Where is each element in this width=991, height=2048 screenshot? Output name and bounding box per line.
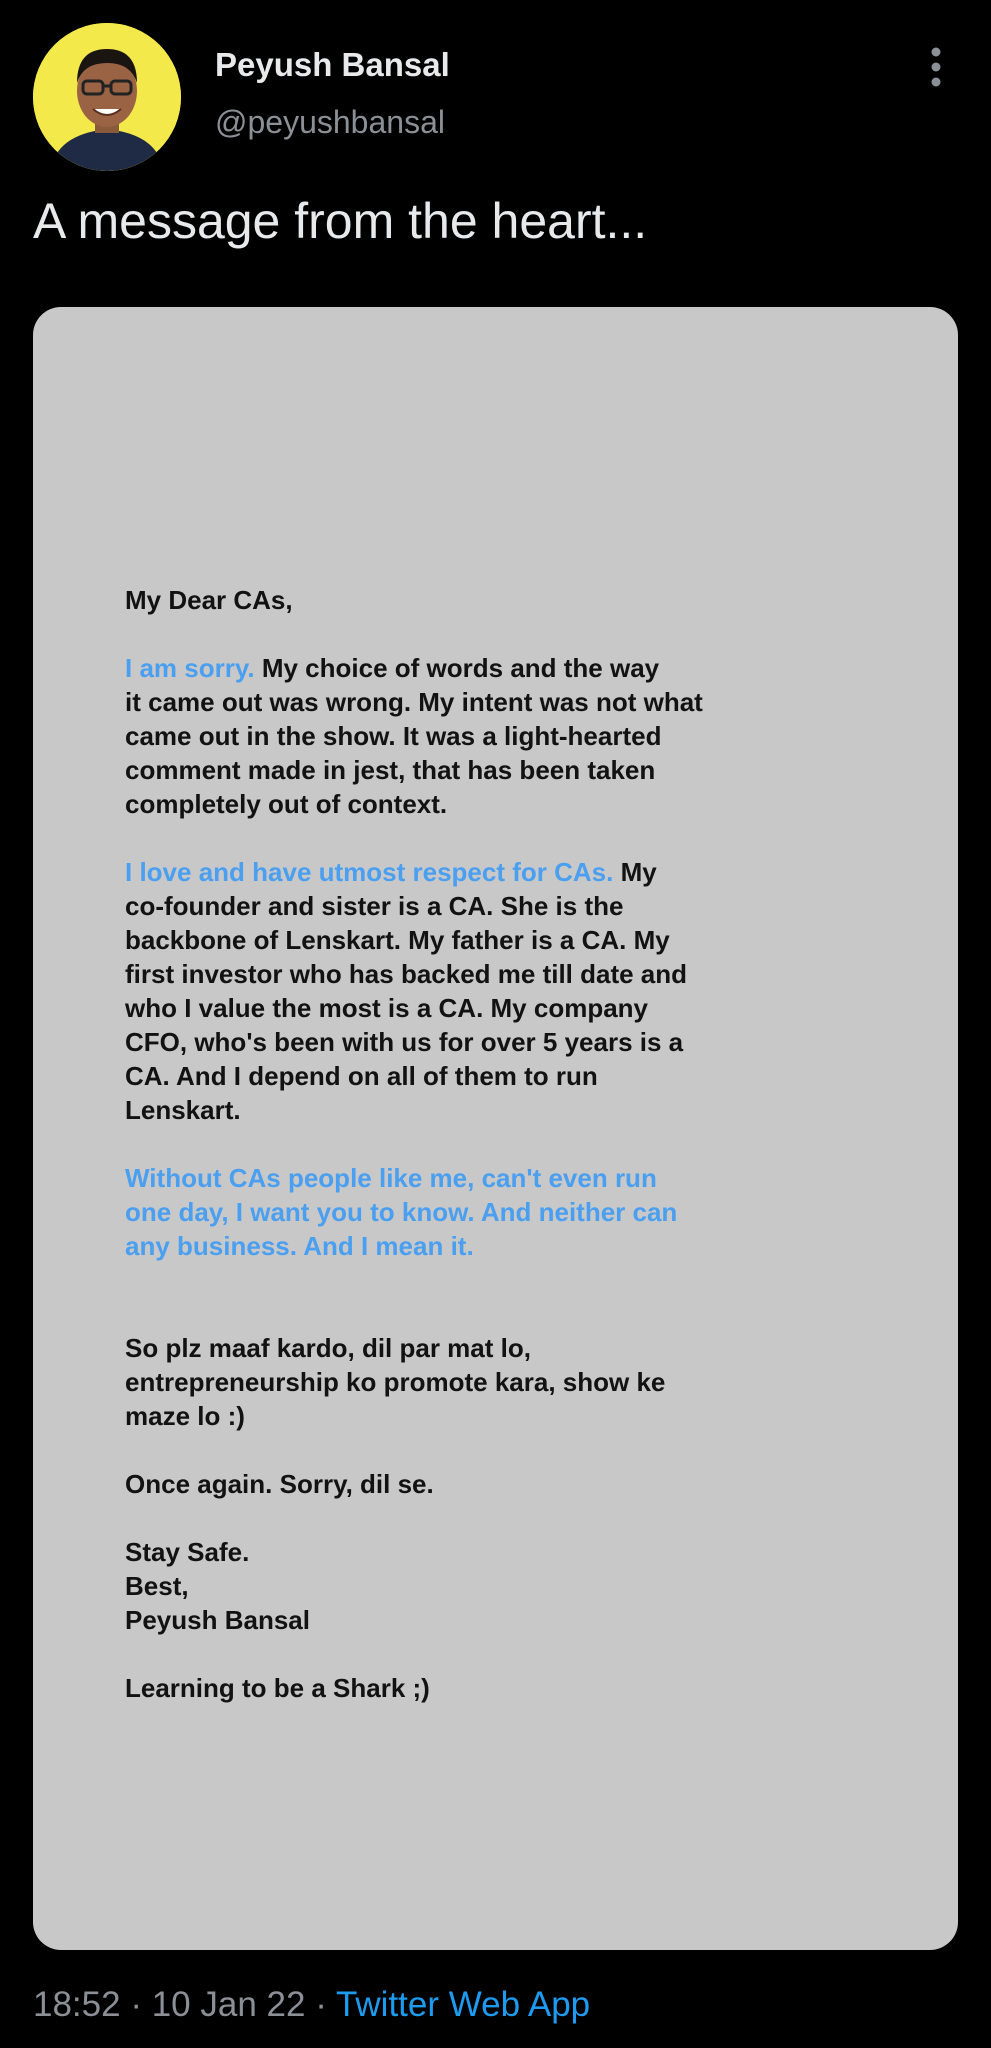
letter-line: maze lo :) bbox=[125, 1401, 245, 1431]
tweet-meta bbox=[33, 1985, 590, 2025]
letter-text: My bbox=[620, 857, 657, 887]
apology-letter bbox=[125, 583, 825, 1705]
letter-closing: Stay Safe. bbox=[125, 1537, 250, 1567]
letter-line: completely out of context. bbox=[125, 789, 448, 819]
meta-separator: · bbox=[130, 1985, 142, 2024]
meta-separator: · bbox=[315, 1985, 327, 2024]
letter-line: came out in the show. It was a light-hearted bbox=[125, 721, 662, 751]
letter-highlight-3: one day, I want you to know. And neither can bbox=[125, 1197, 678, 1227]
letter-salutation: My Dear CAs, bbox=[125, 585, 293, 615]
letter-paragraph-2 bbox=[125, 855, 825, 889]
letter-line: So plz maaf kardo, dil par mat lo, bbox=[125, 1333, 531, 1363]
letter-postscript: Learning to be a Shark ;) bbox=[125, 1673, 430, 1703]
letter-highlight-1: I am sorry. bbox=[125, 653, 255, 683]
letter-line: backbone of Lenskart. My father is a CA. My bbox=[125, 925, 670, 955]
letter-line: entrepreneurship ko promote kara, show ke bbox=[125, 1367, 666, 1397]
letter-line: CA. And I depend on all of them to run bbox=[125, 1061, 598, 1091]
letter-text: My choice of words and the way bbox=[261, 653, 660, 683]
tweet-source-link[interactable]: Twitter Web App bbox=[335, 1985, 591, 2024]
letter-paragraph-1 bbox=[125, 651, 825, 685]
tweet-header bbox=[0, 0, 991, 190]
tweet-date[interactable]: 10 Jan 22 bbox=[151, 1985, 306, 2024]
avatar[interactable] bbox=[33, 23, 181, 171]
letter-line: Lenskart. bbox=[125, 1095, 241, 1125]
avatar-portrait bbox=[33, 23, 181, 171]
tweet-text: A message from the heart... bbox=[33, 193, 648, 249]
letter-highlight-2: I love and have utmost respect for CAs. bbox=[125, 857, 614, 887]
letter-line: CFO, who's been with us for over 5 years is a bbox=[125, 1027, 684, 1057]
letter-line: it came out was wrong. My intent was not what bbox=[125, 687, 703, 717]
letter-line: Once again. Sorry, dil se. bbox=[125, 1469, 434, 1499]
letter-line: comment made in jest, that has been taken bbox=[125, 755, 656, 785]
author-handle[interactable]: @peyushbansal bbox=[215, 104, 445, 140]
letter-highlight-3: any business. And I mean it. bbox=[125, 1231, 474, 1261]
letter-line: first investor who has backed me till date and bbox=[125, 959, 688, 989]
more-vertical-icon[interactable] bbox=[920, 44, 952, 90]
tweet-time[interactable]: 18:52 bbox=[33, 1985, 121, 2024]
letter-line: who I value the most is a CA. My company bbox=[125, 993, 649, 1023]
letter-closing: Best, bbox=[125, 1571, 189, 1601]
author-name[interactable]: Peyush Bansal bbox=[215, 46, 450, 83]
letter-signature: Peyush Bansal bbox=[125, 1605, 310, 1635]
tweet-image[interactable] bbox=[33, 307, 958, 1950]
letter-highlight-3: Without CAs people like me, can't even run bbox=[125, 1163, 657, 1193]
letter-line: co-founder and sister is a CA. She is the bbox=[125, 891, 624, 921]
